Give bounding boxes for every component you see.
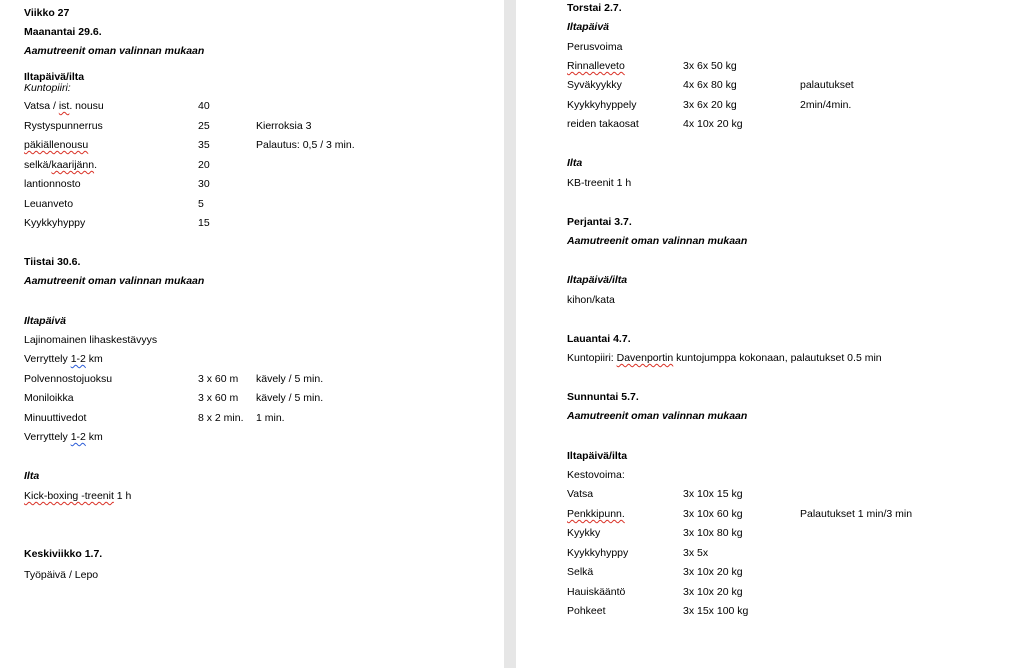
- exercise-note: Palautus: 0,5 / 3 min.: [256, 139, 355, 151]
- table-row: [516, 527, 1024, 540]
- exercise-load: 3x 10x 20 kg: [683, 586, 743, 598]
- exercise-name: Rystyspunnerrus: [24, 120, 103, 132]
- table-row: [516, 508, 1024, 521]
- exercise-name: Verryttely 1-2 km: [24, 353, 103, 365]
- friday-session: Iltapäivä/ilta: [567, 274, 628, 286]
- friday-morning: Aamutreenit oman valinnan mukaan: [567, 235, 748, 247]
- table-row: [516, 99, 1024, 112]
- table-row: [516, 547, 1024, 560]
- exercise-name: selkä/kaarijänn.: [24, 159, 97, 171]
- table-row: [0, 198, 504, 211]
- tuesday-heading: Tiistai 30.6.: [24, 256, 81, 268]
- table-row: [516, 79, 1024, 92]
- wednesday-heading: Keskiviikko 1.7.: [24, 548, 103, 560]
- monday-circuit-label: Kuntopiiri:: [24, 82, 71, 94]
- exercise-reps: 40: [198, 100, 210, 112]
- thursday-heading: Torstai 2.7.: [567, 2, 622, 14]
- wednesday-text: Työpäivä / Lepo: [24, 569, 99, 581]
- exercise-load: 4x 10x 20 kg: [683, 118, 743, 130]
- thursday-evening-label: Ilta: [567, 157, 583, 169]
- table-row: [0, 178, 504, 191]
- table-row: [516, 488, 1024, 501]
- exercise-note: 2min/4min.: [800, 99, 852, 111]
- exercise-reps: 30: [198, 178, 210, 190]
- exercise-note: kävely / 5 min.: [256, 392, 324, 404]
- exercise-note: palautukset: [800, 79, 854, 91]
- page-gutter: [504, 0, 516, 668]
- exercise-name: Rinnalleveto: [567, 60, 625, 72]
- table-row: [0, 412, 504, 425]
- thursday-session: Iltapäivä: [567, 21, 610, 33]
- exercise-name: reiden takaosat: [567, 118, 639, 130]
- exercise-reps: 8 x 2 min.: [198, 412, 244, 424]
- saturday-text: Kuntopiiri: Davenportin kuntojumppa kokonaan, palautukset 0.5 min: [567, 352, 882, 364]
- tuesday-morning: Aamutreenit oman valinnan mukaan: [24, 275, 205, 287]
- exercise-name: Verryttely 1-2 km: [24, 431, 103, 443]
- exercise-name: Moniloikka: [24, 392, 74, 404]
- table-row: [516, 118, 1024, 131]
- exercise-name: Kyykkyhyppy: [567, 547, 629, 559]
- document-page-left: [0, 0, 504, 668]
- monday-heading: Maanantai 29.6.: [24, 26, 102, 38]
- sunday-session: Iltapäivä/ilta: [567, 450, 628, 462]
- table-row: [0, 159, 504, 172]
- exercise-load: 3x 10x 80 kg: [683, 527, 743, 539]
- saturday-heading: Lauantai 4.7.: [567, 333, 631, 345]
- exercise-note: kävely / 5 min.: [256, 373, 324, 385]
- exercise-reps: 3 x 60 m: [198, 373, 239, 385]
- exercise-reps: 25: [198, 120, 210, 132]
- tuesday-evening-label: Ilta: [24, 470, 40, 482]
- exercise-name: Leuanveto: [24, 198, 74, 210]
- thursday-intro: Perusvoima: [567, 41, 623, 53]
- exercise-load: 3x 10x 20 kg: [683, 566, 743, 578]
- exercise-load: 3x 10x 60 kg: [683, 508, 743, 520]
- exercise-name: Hauiskääntö: [567, 586, 626, 598]
- table-row: [516, 605, 1024, 618]
- exercise-reps: 5: [198, 198, 204, 210]
- exercise-load: 4x 6x 80 kg: [683, 79, 737, 91]
- exercise-name: lantionnosto: [24, 178, 81, 190]
- table-row: [0, 373, 504, 386]
- exercise-load: 3x 10x 15 kg: [683, 488, 743, 500]
- sunday-intro: Kestovoima:: [567, 469, 625, 481]
- exercise-reps: 20: [198, 159, 210, 171]
- document-page-right: [516, 0, 1024, 668]
- exercise-note: Palautukset 1 min/3 min: [800, 508, 913, 520]
- exercise-note: 1 min.: [256, 412, 285, 424]
- table-row: [0, 217, 504, 230]
- exercise-name: Kyykkyhyppy: [24, 217, 86, 229]
- exercise-reps: 35: [198, 139, 210, 151]
- monday-session: Iltapäivä/ilta: [24, 71, 85, 83]
- tuesday-session: Iltapäivä: [24, 315, 67, 327]
- exercise-name: Polvennostojuoksu: [24, 373, 113, 385]
- exercise-name: Vatsa: [567, 488, 594, 500]
- exercise-name: Kyykkyhyppely: [567, 99, 637, 111]
- exercise-note: Kierroksia 3: [256, 120, 312, 132]
- friday-heading: Perjantai 3.7.: [567, 216, 632, 228]
- exercise-load: 3x 6x 50 kg: [683, 60, 737, 72]
- table-row: [0, 431, 504, 444]
- exercise-name: Minuuttivedot: [24, 412, 87, 424]
- tuesday-evening-text: Kick-boxing -treenit 1 h: [24, 490, 132, 502]
- exercise-name: Vatsa / ist. nousu: [24, 100, 104, 112]
- sunday-heading: Sunnuntai 5.7.: [567, 391, 639, 403]
- friday-text: kihon/kata: [567, 294, 615, 306]
- exercise-reps: 15: [198, 217, 210, 229]
- exercise-load: 3x 15x 100 kg: [683, 605, 749, 617]
- exercise-reps: 3 x 60 m: [198, 392, 239, 404]
- table-row: [0, 120, 504, 133]
- tuesday-intro: Lajinomainen lihaskestävyys: [24, 334, 158, 346]
- monday-morning: Aamutreenit oman valinnan mukaan: [24, 45, 205, 57]
- sunday-morning: Aamutreenit oman valinnan mukaan: [567, 410, 748, 422]
- exercise-name: Penkkipunn.: [567, 508, 625, 520]
- exercise-name: päkiällenousu: [24, 139, 89, 151]
- thursday-evening-text: KB-treenit 1 h: [567, 177, 632, 189]
- exercise-name: Kyykky: [567, 527, 601, 539]
- table-row: [0, 392, 504, 405]
- exercise-load: 3x 6x 20 kg: [683, 99, 737, 111]
- exercise-name: Pohkeet: [567, 605, 606, 617]
- exercise-name: Syväkyykky: [567, 79, 622, 91]
- table-row: [516, 586, 1024, 599]
- table-row: [0, 100, 504, 113]
- week-title: Viikko 27: [24, 7, 70, 19]
- exercise-load: 3x 5x: [683, 547, 709, 559]
- table-row: [0, 139, 504, 152]
- table-row: [0, 353, 504, 366]
- table-row: [516, 566, 1024, 579]
- table-row: [516, 60, 1024, 73]
- exercise-name: Selkä: [567, 566, 594, 578]
